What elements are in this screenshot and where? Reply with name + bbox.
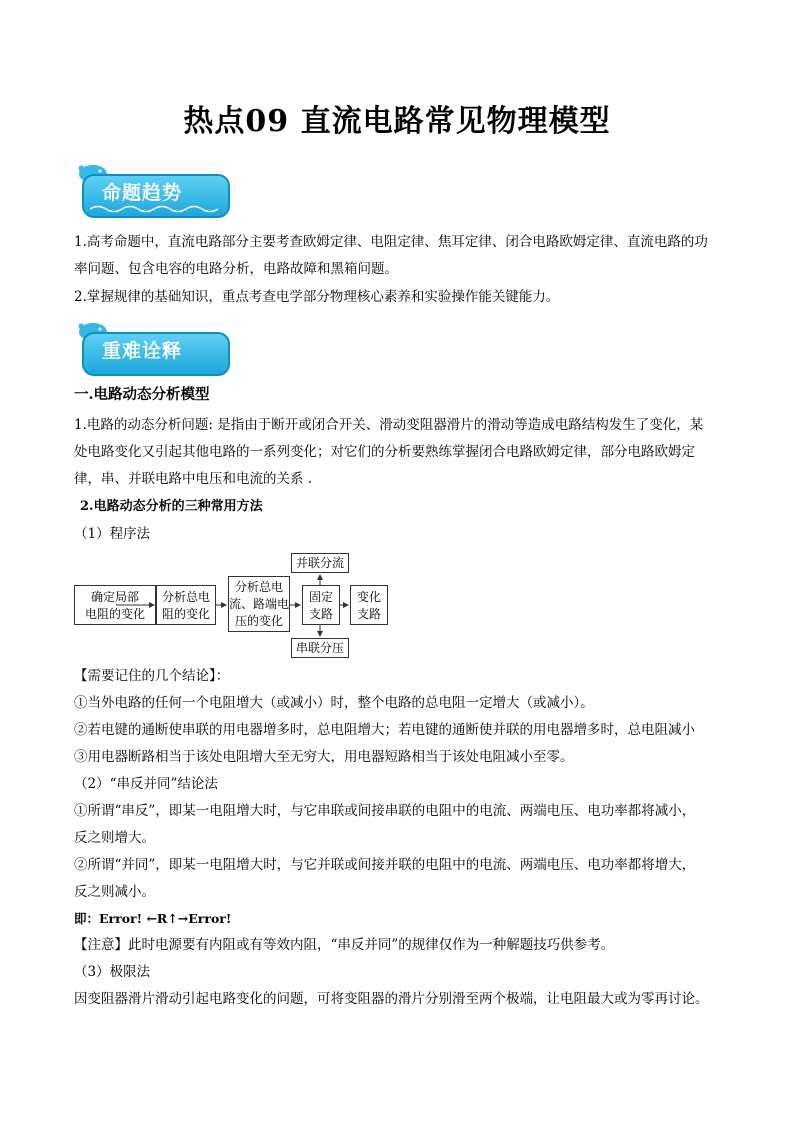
banner-trend-label: 命题趋势 <box>102 182 183 204</box>
remember-title: 【需要记住的几个结论】： <box>74 668 230 684</box>
note-label: 【注意】 <box>74 937 128 953</box>
method-2-line-4: 反之则减小。 <box>74 884 155 900</box>
remember-item-1: ①当外电路的任何一个电阻增大（或减小）时，整个电路的总电阻一定增大（或减小）。 <box>74 695 594 711</box>
remember-item-2: ②若电键的通断使串联的用电器增多时，总电阻增大；若电键的通断使并联的用电器增多时，总电阻减小 <box>74 722 695 738</box>
note-line <box>74 935 614 955</box>
flow-box-text: 压的变化 <box>234 614 283 628</box>
method-3-title: （3）极限法 <box>74 964 151 980</box>
intro-line-1: 1.电路的动态分析问题: 是指由于断开或闭合开关、滑动变阻器滑片的滑动等造成电路结构发生了变化，某 <box>74 417 704 433</box>
method-2-title: （2）“串反并同”结论法 <box>74 776 218 792</box>
flow-box-text: 变化 <box>356 590 381 604</box>
flow-box-text: 支路 <box>308 607 333 621</box>
intro-line-2: 处电路变化又引起其他电路的一系列变化；对它们的分析要熟练掌握闭合电路欧姆定律，部分电路欧姆定 <box>74 444 695 460</box>
flow-box-text: 分析总电 <box>234 580 283 594</box>
flow-box-series: 串联分压 <box>291 638 349 658</box>
flow-box-text: 支路 <box>356 607 381 621</box>
method-2-line-3: ②所谓“并同”，即某一电阻增大时，与它并联或间接并联的电阻中的电流、两端电压、电功率都将增大， <box>74 857 696 873</box>
method-2-line-1: ①所谓“串反”，即某一电阻增大时，与它串联或间接串联的电阻中的电流、两端电压、电功率都将减小， <box>74 803 696 819</box>
page-title: 热点09 直流电路常见物理模型 <box>183 104 611 139</box>
trend-paragraph-1: 1.高考命题中，直流电路部分主要考查欧姆定律、电阻定律、焦耳定律、闭合电路欧姆定律、直流电路的功 <box>74 234 708 250</box>
subheading-methods: 2.电路动态分析的三种常用方法 <box>80 499 263 514</box>
trend-paragraph-2: 2.掌握规律的基础知识，重点考查电学部分物理核心素养和实验操作能关键能力。 <box>74 289 560 305</box>
flow-box-text: 流、路端电 <box>229 597 290 611</box>
method-2-line-2: 反之则增大。 <box>74 830 155 846</box>
intro-line-3: 律，串、并联电路中电压和电流的关系 . <box>74 471 313 487</box>
formula-line: 即：Error! ←R↑→Error! <box>74 911 232 926</box>
flow-box-parallel: 并联分流 <box>291 553 349 573</box>
note-text: 此时电源要有内阻或有等效内阻，“串反并同”的规律仅作为一种解题技巧供参考。 <box>128 937 615 953</box>
method-3-text: 因变阻器滑片滑动引起电路变化的问题，可将变阻器的滑片分别滑至两个极端，让电阻最大或为零再讨论。 <box>74 991 709 1007</box>
flow-box-text: 阻的变化 <box>161 607 210 621</box>
flow-box-text: 分析总电 <box>161 590 210 604</box>
flow-box-text: 固定 <box>308 590 333 604</box>
banner-explain-label: 重难诠释 <box>102 340 183 362</box>
remember-item-3: ③用电器断路相当于该处电阻增大至无穷大，用电器短路相当于该处电阻减小至零。 <box>74 749 574 765</box>
trend-paragraph-1-cont: 率问题、包含电容的电路分析，电路故障和黑箱问题。 <box>74 261 398 277</box>
method-1-title: （1）程序法 <box>74 526 151 542</box>
flow-box-text: 电阻的变化 <box>84 607 145 621</box>
flow-box-text: 确定局部 <box>90 590 139 604</box>
section-heading: 一.电路动态分析模型 <box>74 386 210 403</box>
